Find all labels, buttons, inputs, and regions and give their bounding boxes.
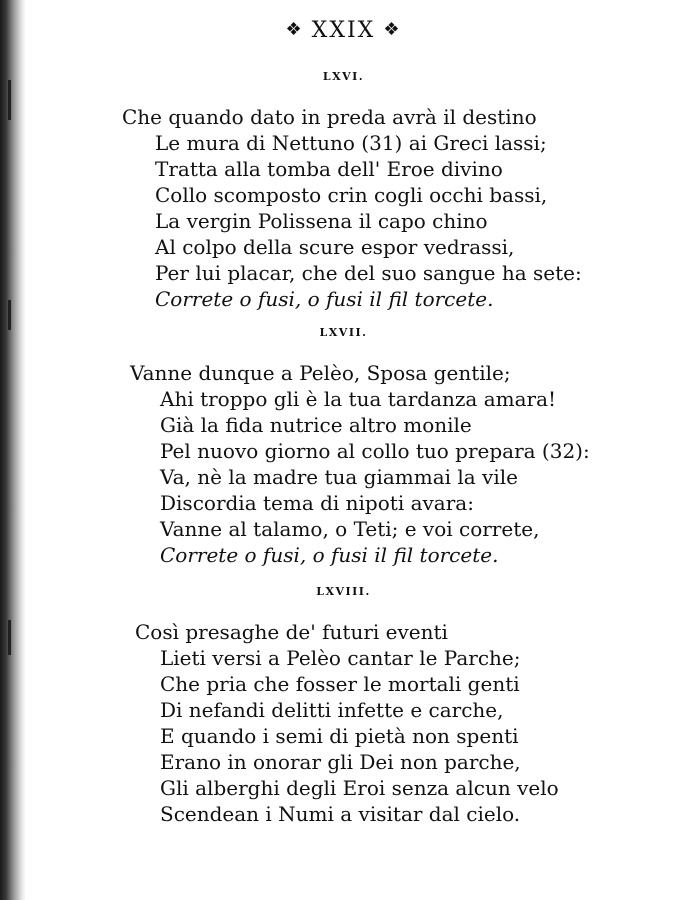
stanza-number: LXVIII. bbox=[316, 585, 371, 598]
verse-line: Lieti versi a Pelèo cantar le Parche; bbox=[160, 646, 521, 670]
verse-line: Vanne al talamo, o Teti; e voi correte, bbox=[160, 517, 540, 541]
verse-line: Ahi troppo gli è la tua tardanza amara! bbox=[160, 387, 557, 411]
page-header bbox=[0, 18, 687, 43]
verse-line: La vergin Polissena il capo chino bbox=[155, 209, 488, 233]
verse-line: Collo scomposto crin cogli occhi bassi, bbox=[155, 183, 548, 207]
verse-line: Pel nuovo giorno al collo tuo prepara (32): bbox=[160, 439, 590, 463]
stanza-number: LXVII. bbox=[319, 326, 368, 339]
verse-line: Scendean i Numi a visitar dal cielo. bbox=[160, 802, 521, 826]
verse-line: Che pria che fosser le mortali genti bbox=[160, 672, 520, 696]
verse-line: Per lui placar, che del suo sangue ha sete: bbox=[155, 261, 582, 285]
verse-line: Va, nè la madre tua giammai la vile bbox=[160, 465, 518, 489]
verse-line: Di nefandi delitti infette e carche, bbox=[160, 698, 504, 722]
page-number: XXIX bbox=[311, 18, 376, 43]
verse-line: Tratta alla tomba dell' Eroe divino bbox=[155, 157, 503, 181]
gutter-mark bbox=[8, 620, 11, 655]
verse-line: E quando i semi di pietà non spenti bbox=[160, 724, 519, 748]
verse-line: Vanne dunque a Pelèo, Sposa gentile; bbox=[130, 361, 511, 385]
verse-line: Così presaghe de' futuri eventi bbox=[135, 620, 448, 644]
book-gutter-edge bbox=[0, 0, 26, 900]
refrain-line: Correte o fusi, o fusi il fil torcete. bbox=[160, 543, 499, 567]
verse-line: Al colpo della scure espor vedrassi, bbox=[155, 235, 515, 259]
stanza-number: LXVI. bbox=[322, 70, 365, 83]
verse-line: Discordia tema di nipoti avara: bbox=[160, 491, 474, 515]
verse-line: Erano in onorar gli Dei non parche, bbox=[160, 750, 521, 774]
verse-line: Già la fida nutrice altro monile bbox=[160, 413, 472, 437]
gutter-mark bbox=[8, 80, 11, 120]
verse-line: Le mura di Nettuno (31) ai Greci lassi; bbox=[155, 131, 547, 155]
verse-line: Che quando dato in preda avrà il destino bbox=[122, 105, 537, 129]
verse-line: Gli alberghi degli Eroi senza alcun velo bbox=[160, 776, 559, 800]
refrain-line: Correte o fusi, o fusi il fil torcete. bbox=[155, 287, 494, 311]
ornament-left-icon: ❖ bbox=[285, 19, 304, 40]
ornament-right-icon: ❖ bbox=[383, 19, 402, 40]
